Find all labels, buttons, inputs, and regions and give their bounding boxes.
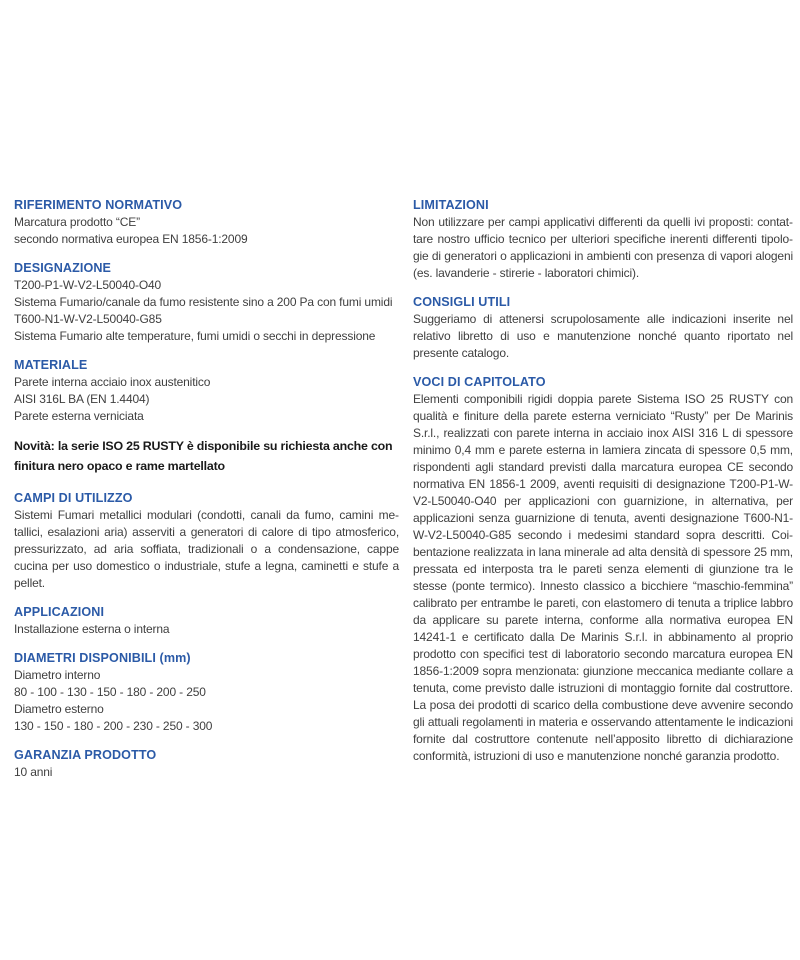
- section-heading: DIAMETRI DISPONIBILI (mm): [14, 651, 191, 665]
- left-column: [14, 197, 399, 793]
- right-column: [413, 197, 793, 777]
- body-line: Sistema Fumario/canale da fumo resistente sino a 200 Pa con fumi umidi: [14, 295, 393, 309]
- body-paragraph: Sistemi Fumari metallici modulari (condotti, canali da fumo, camini metallici, esalazioni aria) asserviti a generatori di calore di tipo atmosferico, pressurizzato, ad aria soffiata, tradizionali o a condensazione, cappe cucina per uso domestico o industriale, stufe a legna, caminetti e stufe a pellet.: [14, 508, 399, 590]
- section-riferimento-normativo: [14, 197, 399, 248]
- section-diametri-disponibili: [14, 650, 399, 735]
- novita-note: Novità: la serie ISO 25 RUSTY è disponibile su richiesta anche con finitura nero opaco e rame martellato: [14, 439, 393, 473]
- body-line: T600-N1-W-V2-L50040-G85: [14, 312, 162, 326]
- section-voci-di-capitolato: [413, 374, 793, 765]
- section-designazione: [14, 260, 399, 345]
- body-paragraph: Suggeriamo di attenersi scrupolosamente alle indicazioni inserite nel relativo libretto di uso e manutenzione nonché quanto riportato nel presente catalogo.: [413, 312, 793, 360]
- section-materiale: [14, 357, 399, 425]
- section-heading: DESIGNAZIONE: [14, 261, 112, 275]
- section-heading: CAMPI DI UTILIZZO: [14, 491, 133, 505]
- section-heading: CONSIGLI UTILI: [413, 295, 511, 309]
- section-heading: VOCI DI CAPITOLATO: [413, 375, 546, 389]
- section-heading: MATERIALE: [14, 358, 88, 372]
- body-line: T200-P1-W-V2-L50040-O40: [14, 278, 162, 292]
- body-line: Diametro esterno: [14, 702, 104, 716]
- section-applicazioni: [14, 604, 399, 638]
- section-consigli-utili: [413, 294, 793, 362]
- body-line: Sistema Fumario alte temperature, fumi umidi o secchi in depressione: [14, 329, 376, 343]
- section-heading: RIFERIMENTO NORMATIVO: [14, 198, 183, 212]
- section-heading: GARANZIA PRODOTTO: [14, 748, 157, 762]
- body-paragraph: Non utilizzare per campi applicativi differenti da quelli ivi proposti: contattare nostro ufficio tecnico per ulteriori specifiche inerenti differenti tipologie di generatori o applicazioni in ambienti con presenza di vapori alogeni (es. lavanderie - stirerie - laboratori chimici).: [413, 215, 793, 280]
- section-garanzia-prodotto: [14, 747, 399, 781]
- body-line: Parete interna acciaio inox austenitico: [14, 375, 211, 389]
- body-line: 80 - 100 - 130 - 150 - 180 - 200 - 250: [14, 685, 206, 699]
- body-line: AISI 316L BA (EN 1.4404): [14, 392, 150, 406]
- section-heading: LIMITAZIONI: [413, 198, 489, 212]
- body-line: Marcatura prodotto “CE”: [14, 215, 140, 229]
- body-line: 130 - 150 - 180 - 200 - 230 - 250 - 300: [14, 719, 213, 733]
- body-paragraph: Elementi componibili rigidi doppia parete Sistema ISO 25 RUSTY con qualità e finiture della parete esterna verniciato “Rusty” per De Marinis S.r.l., realizzati con parete interna in acciaio inox AISI 316 L di spessore minimo 0,4 mm e parete esterna in lamiera zincata di spessore 0,5 mm, rispondenti agli standard previsti dalla marcatura europea CE secondo normativa EN 1856-1 2009, aventi requisiti di designazione T200-P1-W-V2-L50040-O40 per applicazioni con guarnizione, in alternativa, per applicazioni senza guarnizione di tenuta, aventi designazione T600-N1-W-V2-L50040-G85 secondo i medesimi standard sopra descritti. Coibentazione realizzata in lana minerale ad alta densità di spessore 25 mm, pressata ed interposta tra le pareti senza elementi di giunzione tra le stesse (ponte termico). Innesto classico a bicchiere “maschio-femmina” calibrato per entrambe le pareti, con elastomero di tenuta a triplice labbro da applicare su parete interna, conforme alla normativa europea EN 14241-1 e certificato dalla De Marinis S.r.l. in abbinamento al proprio prodotto con specifici test di laboratorio secondo marcatura europea EN 1856-1:2009 sopra menzionata: giunzione meccanica mediante collare a tenuta, come previsto dalle istruzioni di montaggio fornite dal costruttore. La posa dei prodotti di scarico della combustione deve avvenire secondo gli attuali regolamenti in materia e osservando attentamente le indicazioni fornite dal costruttore contenute nell’apposito libretto di dichiarazione conformità, istruzioni di uso e manutenzione nonché garanzia prodotto.: [413, 392, 793, 763]
- body-line: Installazione esterna o interna: [14, 622, 170, 636]
- body-line: secondo normativa europea EN 1856-1:2009: [14, 232, 248, 246]
- body-line: Parete esterna verniciata: [14, 409, 144, 423]
- section-limitazioni: [413, 197, 793, 282]
- section-campi-di-utilizzo: [14, 490, 399, 592]
- section-heading: APPLICAZIONI: [14, 605, 105, 619]
- body-line: 10 anni: [14, 765, 53, 779]
- body-line: Diametro interno: [14, 668, 101, 682]
